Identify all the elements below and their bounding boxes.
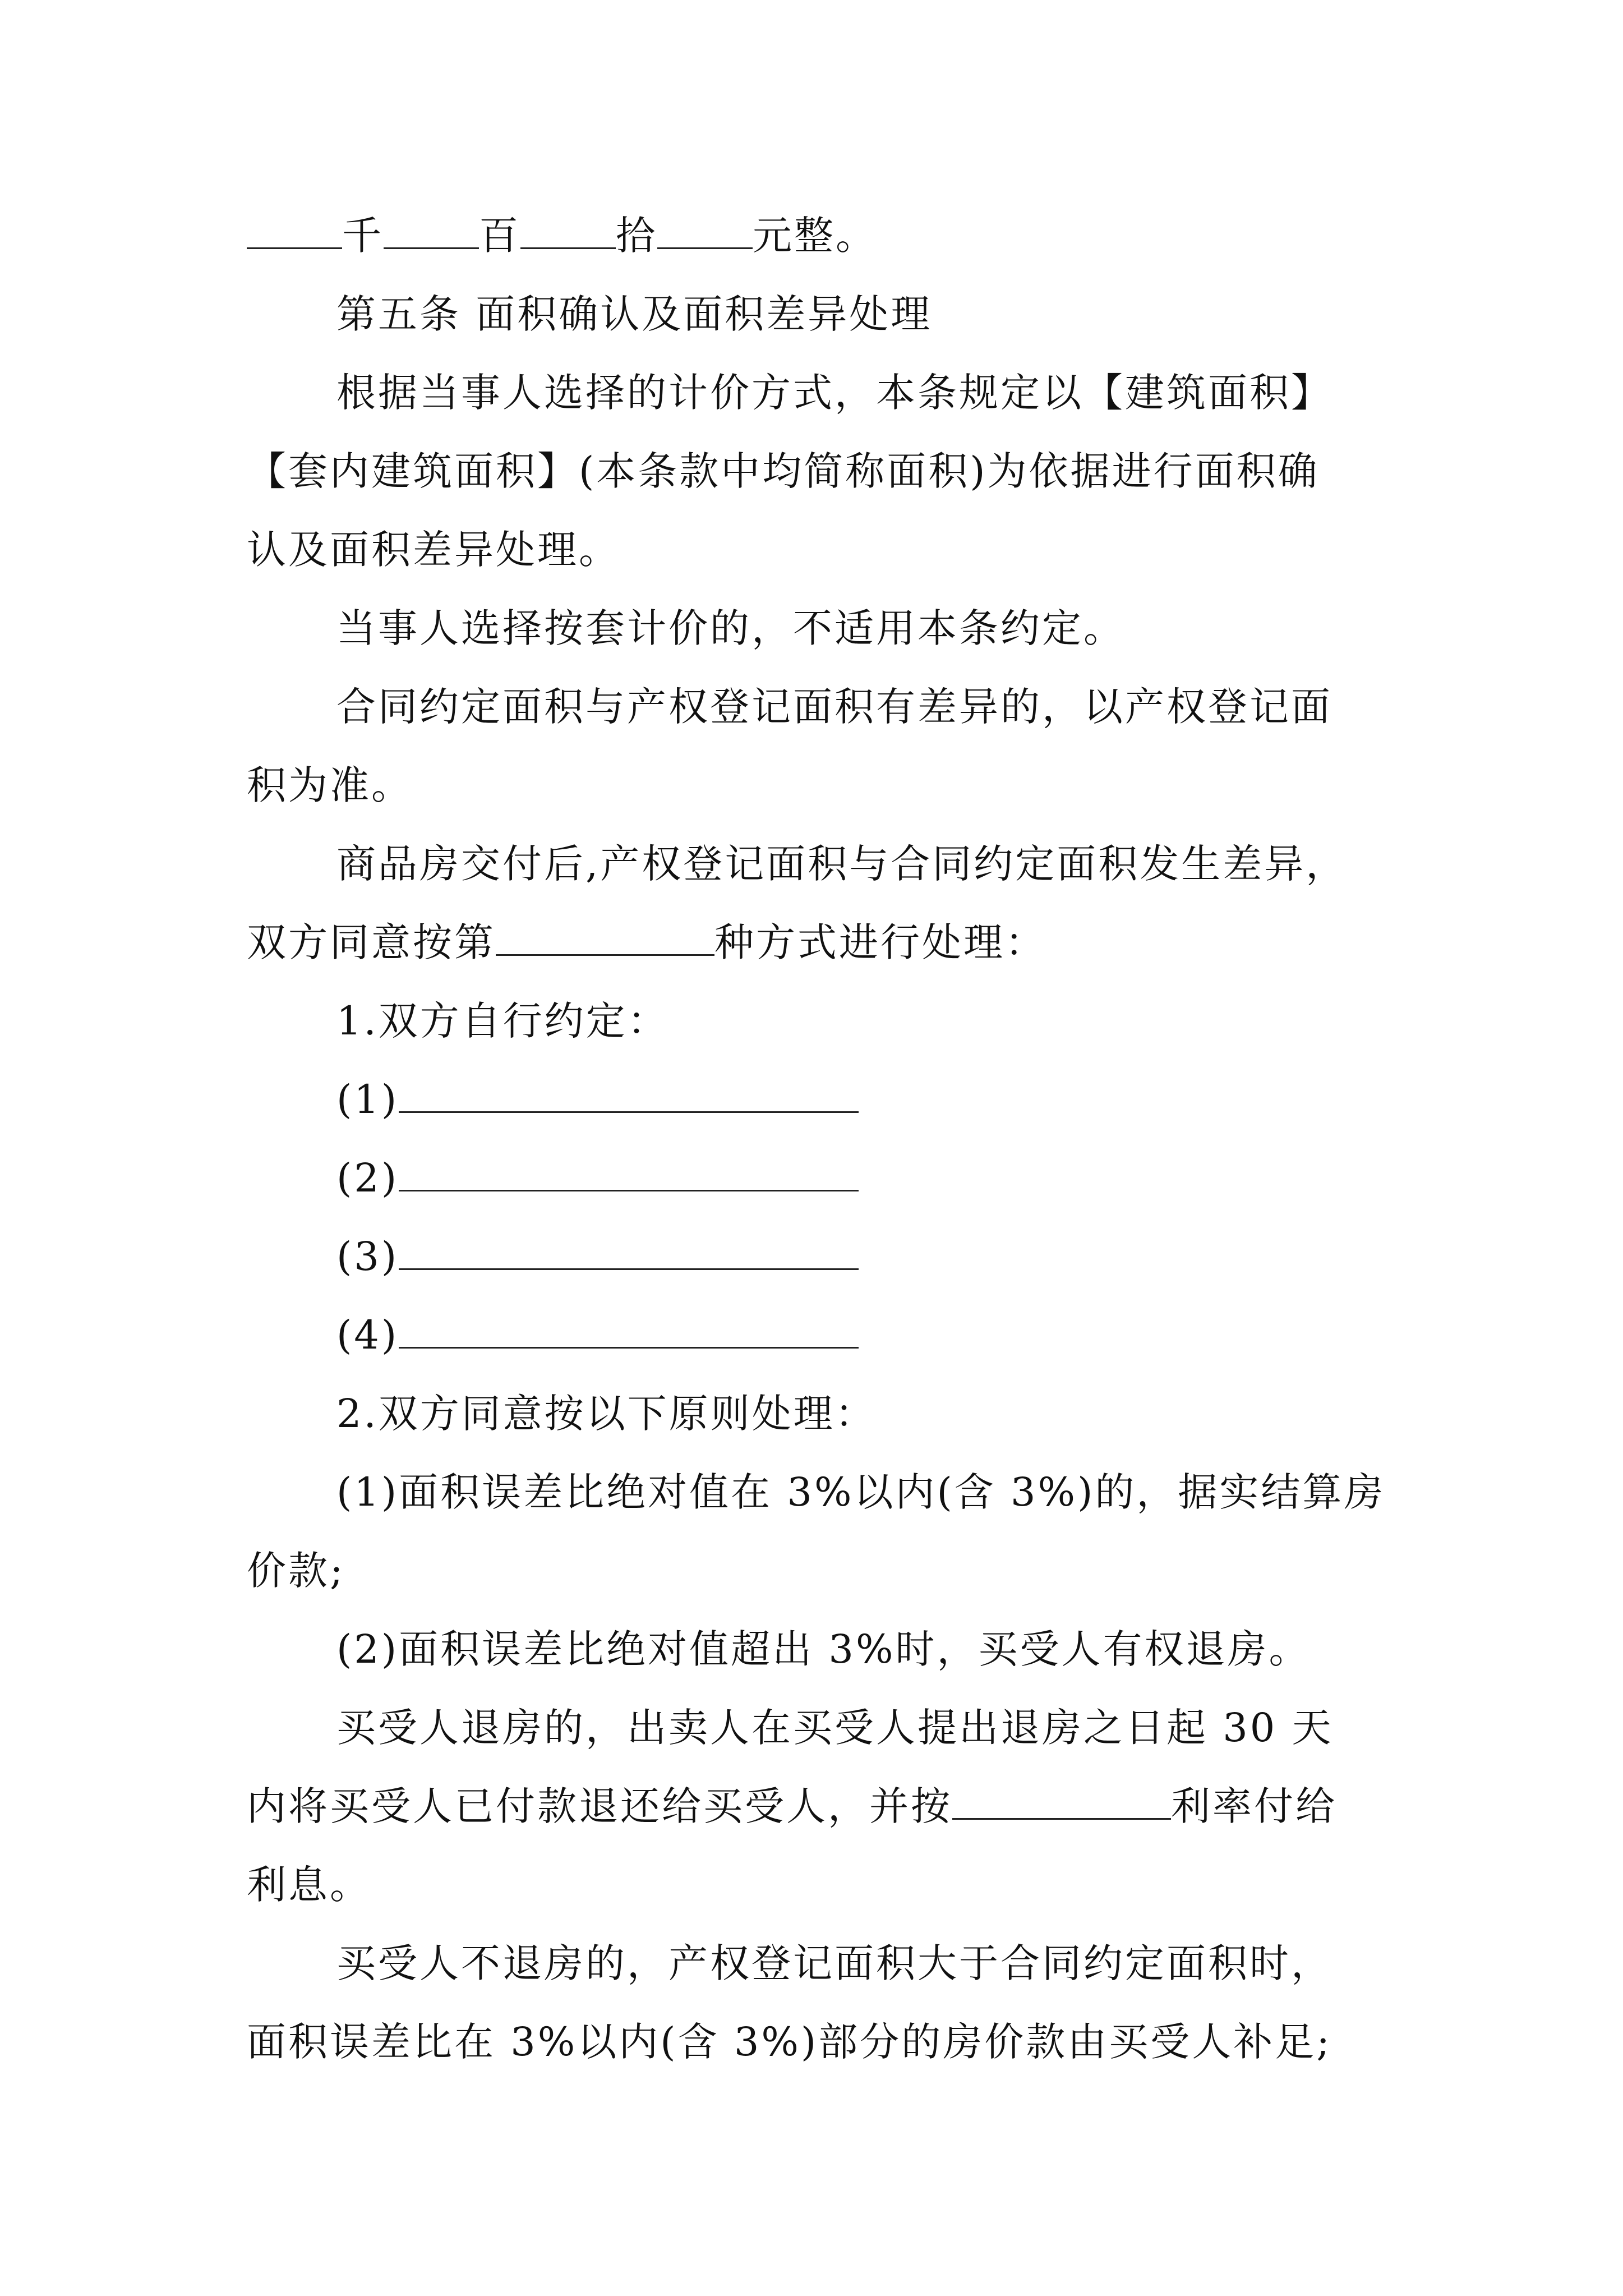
paragraph-3-line-1: 合同约定面积与产权登记面积有差异的，以产权登记面 — [336, 684, 1332, 730]
option-2-title: 2.双方同意按以下原则处理： — [336, 1391, 877, 1437]
paragraph-5-line-1: 买受人退房的，出卖人在买受人提出退房之日起 30 天 — [336, 1705, 1334, 1751]
paragraph-4-line-2 — [247, 917, 1391, 968]
paragraph-5-line-2-post: 利率付给 — [1171, 1783, 1337, 1829]
option-2-rule-2: (2)面积误差比绝对值超出 3%时，买受人有权退房。 — [336, 1626, 1311, 1672]
blank-item-4[interactable] — [399, 1313, 859, 1349]
option-1-item-1 — [336, 1074, 1391, 1125]
paragraph-6-line-1: 买受人不退房的，产权登记面积大于合同约定面积时， — [336, 1940, 1332, 1986]
blank-yuan[interactable] — [657, 214, 753, 249]
option-1-item-1-label: (1) — [336, 1076, 399, 1122]
blank-thousand[interactable] — [247, 214, 342, 249]
option-1-item-4-label: (4) — [336, 1312, 399, 1358]
paragraph-2: 当事人选择按套计价的，不适用本条约定。 — [336, 605, 1125, 651]
blank-ten[interactable] — [520, 214, 616, 249]
unit-yuan: 元整。 — [753, 213, 877, 259]
paragraph-1-line-3: 认及面积差异处理。 — [247, 527, 620, 573]
blank-interest-rate[interactable] — [952, 1784, 1171, 1820]
option-1-item-2-label: (2) — [336, 1155, 399, 1201]
option-2-rule-1-line-2: 价款; — [247, 1548, 345, 1594]
option-2-rule-1-line-1: (1)面积误差比绝对值在 3%以内(含 3%)的，据实结算房 — [336, 1469, 1386, 1515]
unit-ten: 拾 — [616, 213, 657, 259]
unit-hundred: 百 — [479, 213, 520, 259]
paragraph-5-line-2 — [247, 1781, 1391, 1832]
blank-method-number[interactable] — [496, 921, 714, 956]
unit-thousand: 千 — [342, 213, 384, 259]
paragraph-4-line-2-post: 种方式进行处理： — [714, 919, 1046, 965]
option-1-item-4 — [336, 1310, 1391, 1360]
option-1-title: 1.双方自行约定： — [336, 998, 669, 1044]
option-1-item-3 — [336, 1231, 1391, 1282]
amount-line — [247, 210, 1391, 261]
paragraph-6-line-2: 面积误差比在 3%以内(含 3%)部分的房价款由买受人补足; — [247, 2019, 1332, 2065]
blank-item-2[interactable] — [399, 1156, 859, 1191]
option-1-item-3-label: (3) — [336, 1234, 399, 1280]
blank-item-3[interactable] — [399, 1235, 859, 1270]
paragraph-4-line-1: 商品房交付后,产权登记面积与合同约定面积发生差异， — [336, 841, 1348, 887]
paragraph-3-line-2: 积为准。 — [247, 762, 413, 808]
blank-item-1[interactable] — [399, 1078, 859, 1113]
article-title: 第五条 面积确认及面积差异处理 — [336, 291, 933, 337]
paragraph-1-line-1: 根据当事人选择的计价方式，本条规定以【建筑面积】 — [336, 370, 1332, 416]
paragraph-1-line-2: 【套内建筑面积】(本条款中均简称面积)为依据进行面积确 — [247, 448, 1320, 494]
paragraph-4-line-2-pre: 双方同意按第 — [247, 919, 496, 965]
paragraph-5-line-2-pre: 内将买受人已付款退还给买受人，并按 — [247, 1783, 952, 1829]
option-1-item-2 — [336, 1153, 1391, 1203]
paragraph-5-line-3: 利息。 — [247, 1862, 371, 1908]
blank-hundred[interactable] — [384, 214, 479, 249]
